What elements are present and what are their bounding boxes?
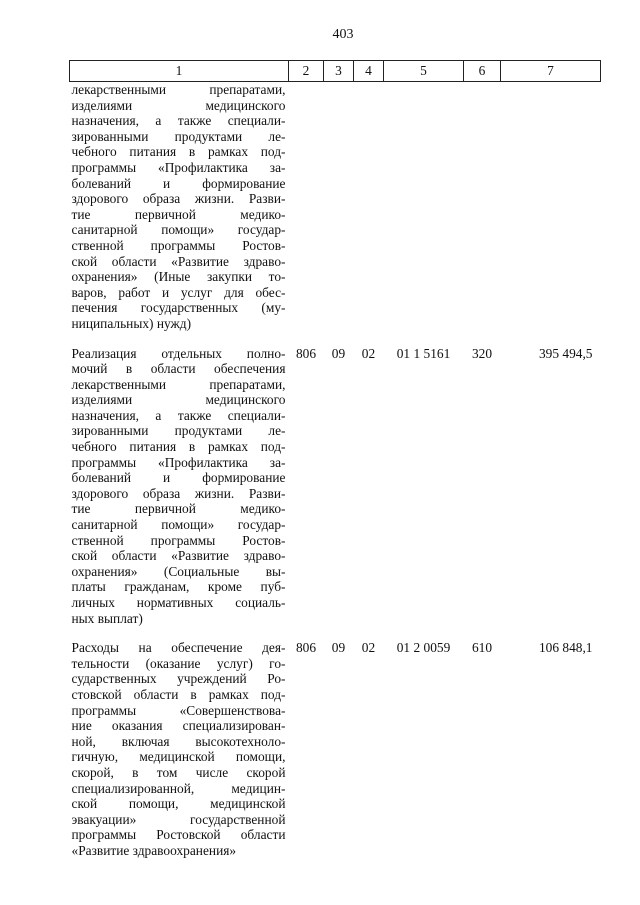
row-expense-type [464,82,501,346]
column-header-subsection: 4 [354,61,384,82]
description-line: программы Ростовской области [71,827,286,843]
column-header-amount: 7 [501,61,601,82]
row-expense-type: 320 [471,345,493,361]
description-line: зированными продуктами ле- [71,128,286,144]
row-expense-type: 610 [471,640,493,656]
description-line: болеваний и формирование [71,470,286,486]
row-subsection: 02 [361,345,376,361]
row-description [70,346,289,641]
description-line: программы «Профилактика за- [71,159,286,175]
row-amount: 106 848,1 [538,640,593,656]
column-header-expense-type: 6 [464,61,501,82]
description-line: ной, включая высокотехноло- [71,733,286,749]
row-description [70,82,289,346]
description-line: стовской области в рамках под- [71,686,286,702]
table-row [70,82,601,346]
table-row [70,640,601,858]
description-line: назначения, а также специали- [71,113,286,129]
description-line: ных выплат) [71,610,143,626]
page-number: 403 [332,27,354,42]
row-section: 09 [331,345,346,361]
description-line: тие первичной медико- [71,206,286,222]
description-line: эвакуации» государственной [71,811,286,827]
description-line: специализированной, медицин- [71,780,286,796]
description-line: Расходы на обеспечение дея- [71,640,286,656]
description-line: изделиями медицинского [71,97,286,113]
description-line: тельности (оказание услуг) го- [71,655,286,671]
description-line: скорой, в том числе скорой [71,764,286,780]
description-line: чебного питания в рамках под- [71,144,286,160]
description-line: ской области «Развитие здраво- [71,548,286,564]
row-target: 01 2 0059 [396,640,451,656]
description-line: зированными продуктами ле- [71,423,286,439]
row-target: 01 1 5161 [396,345,451,361]
description-line: программы «Профилактика за- [71,454,286,470]
description-line: сударственных учреждений Ро- [71,671,286,687]
description-line: программы «Совершенствова- [71,702,286,718]
description-line: болеваний и формирование [71,175,286,191]
header-row [70,61,601,82]
description-line: лекарственными препаратами, [71,376,286,392]
row-amount: 395 494,5 [538,345,593,361]
description-line: изделиями медицинского [71,392,286,408]
row-subsection [354,82,384,346]
row-section [324,82,354,346]
description-line: «Развитие здравоохранения» [71,842,237,858]
column-header-ministry: 2 [289,61,324,82]
description-line: ской области «Развитие здраво- [71,253,286,269]
description-line: платы гражданам, кроме пуб- [71,579,286,595]
description-line: здорового образа жизни. Разви- [71,191,286,207]
description-line: лекарственными препаратами, [71,82,286,97]
description-line: ниципальных) нужд) [71,315,192,331]
row-section: 09 [331,640,346,656]
description-line: мочий в области обеспечения [71,361,286,377]
row-ministry: 806 [295,345,317,361]
description-line: ской помощи, медицинской [71,796,286,812]
description-line: назначения, а также специали- [71,407,286,423]
description-line: Реализация отдельных полно- [71,345,286,361]
column-header-description: 1 [70,61,289,82]
description-line: санитарной помощи» государ- [71,517,286,533]
row-target [384,82,464,346]
description-line: санитарной помощи» государ- [71,222,286,238]
table-row [70,346,601,641]
row-ministry: 806 [295,640,317,656]
row-subsection: 02 [361,640,376,656]
description-line: охранения» (Социальные вы- [71,563,286,579]
description-line: здорового образа жизни. Разви- [71,485,286,501]
column-header-section: 3 [324,61,354,82]
row-ministry [289,82,324,346]
row-amount [501,82,601,346]
description-line: личных нормативных социаль- [71,595,286,610]
budget-table [69,60,601,859]
description-line: ственной программы Ростов- [71,237,286,253]
description-line: чебного питания в рамках под- [71,439,286,455]
description-line: ственной программы Ростов- [71,532,286,548]
description-line: печения государственных (му- [71,300,286,316]
description-line: ние оказания специализирован- [71,718,286,734]
description-line: варов, работ и услуг для обес- [71,284,286,300]
description-line: тие первичной медико- [71,501,286,517]
description-line: охранения» (Иные закупки то- [71,269,286,285]
row-description [70,640,289,858]
column-header-target: 5 [384,61,464,82]
description-line: гичную, медицинской помощи, [71,749,286,765]
